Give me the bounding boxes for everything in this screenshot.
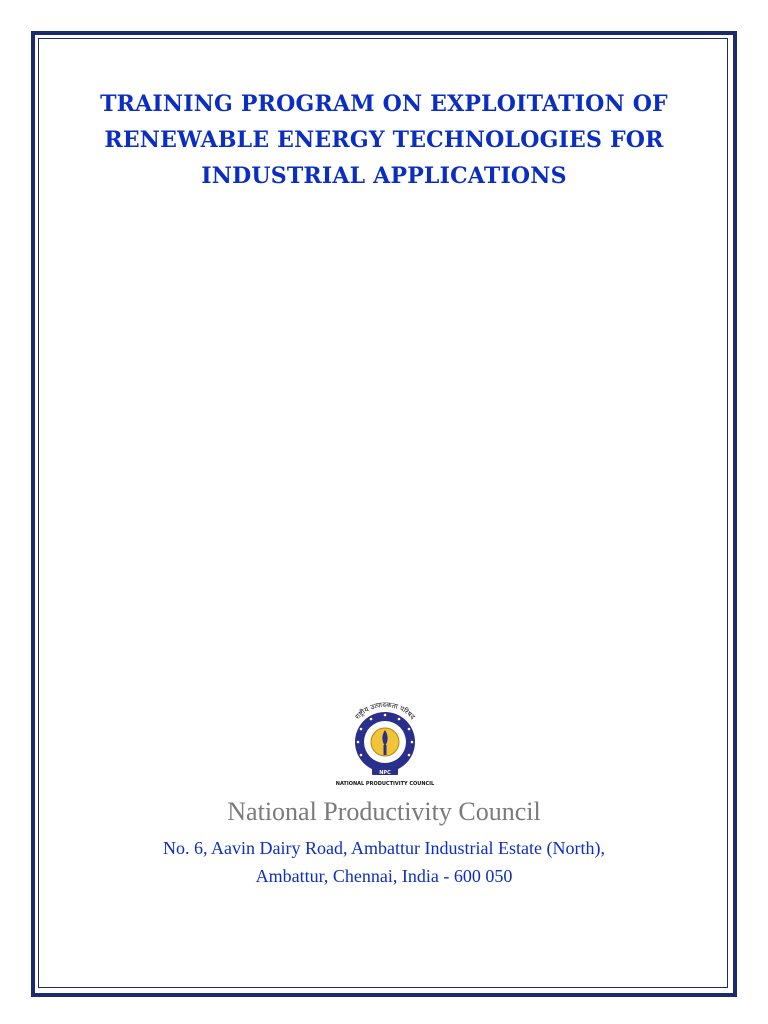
svg-text:राष्ट्रीय उत्पादकता परिषद: राष्ट्रीय उत्पादकता परिषद <box>353 700 417 722</box>
svg-text:NATIONAL PRODUCTIVITY COUNCIL: NATIONAL PRODUCTIVITY COUNCIL <box>335 781 435 787</box>
document-title <box>60 86 708 194</box>
title-line: INDUSTRIAL APPLICATIONS <box>201 163 567 189</box>
organization-name: National Productivity Council <box>227 797 541 826</box>
organization-address <box>80 834 688 890</box>
svg-text:NPC: NPC <box>379 770 391 776</box>
title-line: TRAINING PROGRAM ON EXPLOITATION OF <box>100 91 668 117</box>
title-line: RENEWABLE ENERGY TECHNOLOGIES FOR <box>104 127 664 153</box>
address-line: No. 6, Aavin Dairy Road, Ambattur Industrial Estate (North), <box>163 838 605 858</box>
address-line: Ambattur, Chennai, India - 600 050 <box>255 866 513 886</box>
npc-emblem-icon <box>332 700 438 788</box>
